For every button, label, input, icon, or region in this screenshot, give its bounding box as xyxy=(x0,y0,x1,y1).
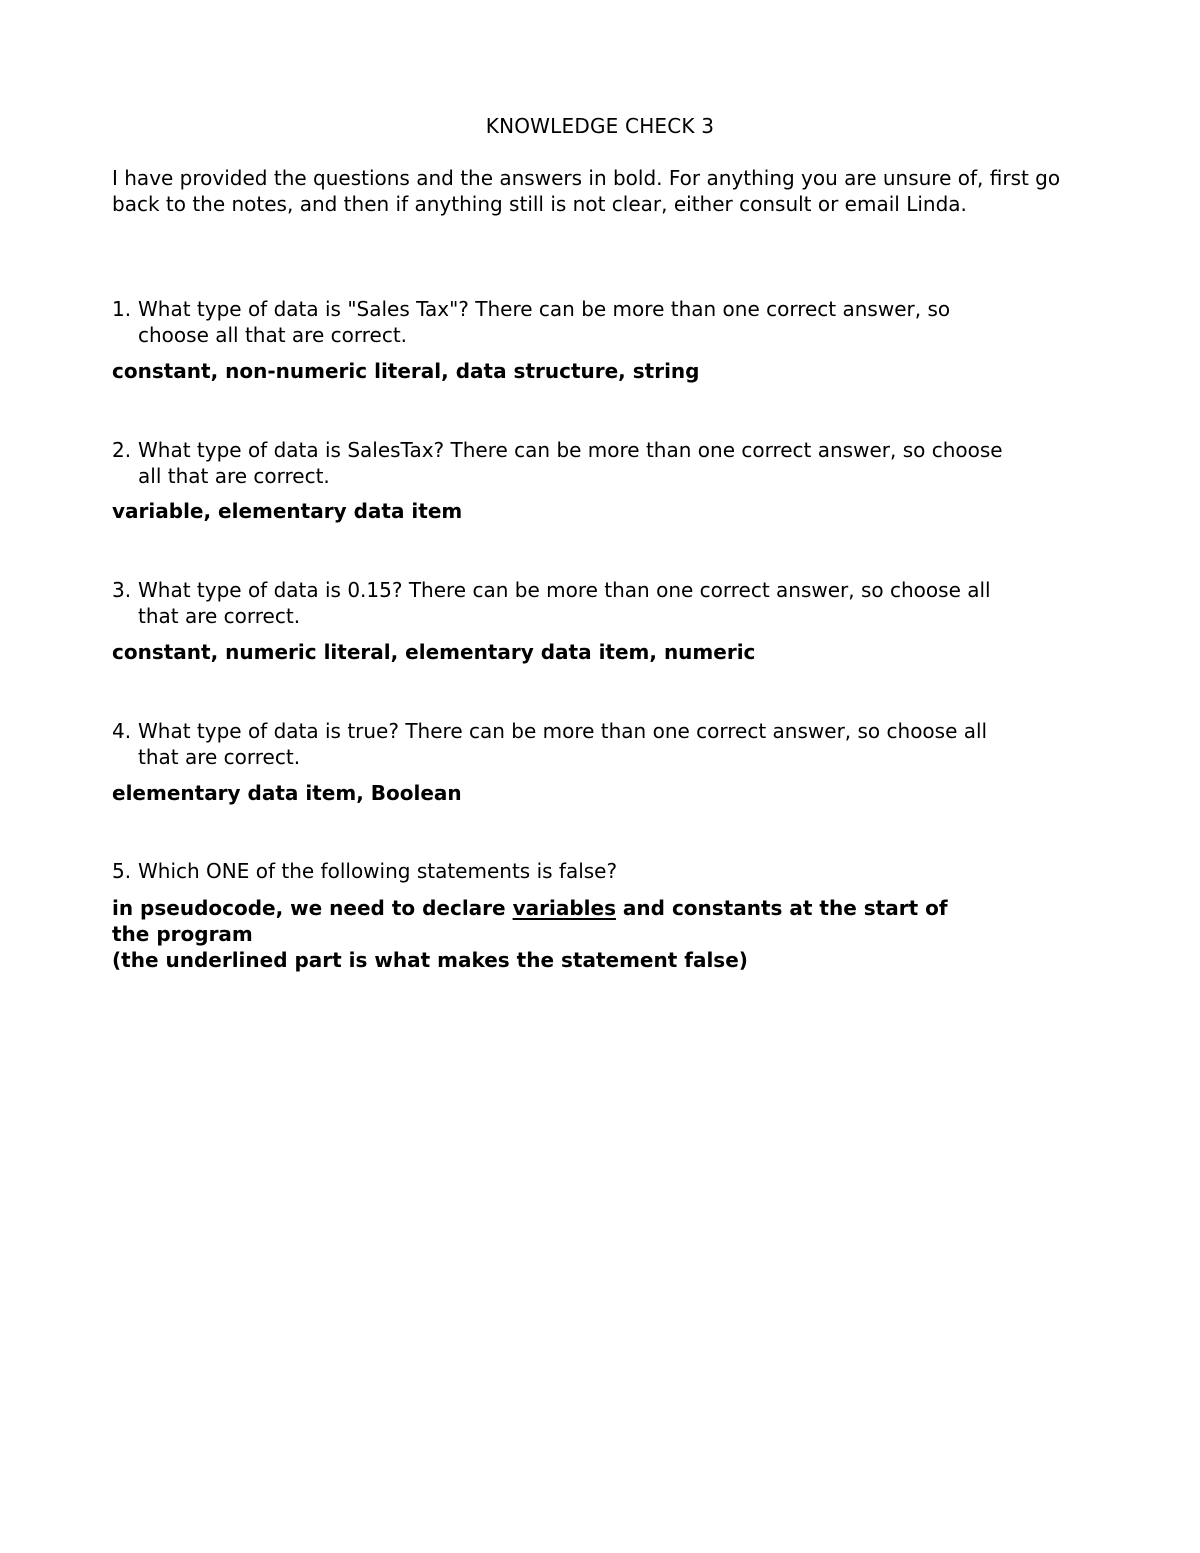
question-number: 4. xyxy=(112,719,132,743)
answer-5 xyxy=(112,895,1072,973)
question-5 xyxy=(112,858,1092,884)
answer-5-note: (the underlined part is what makes the statement false) xyxy=(112,948,748,972)
answer-2: variable, elementary data item xyxy=(112,499,463,523)
question-text-line1: What type of data is SalesTax? There can be more than one correct answer, so choose xyxy=(138,438,1003,462)
question-number: 3. xyxy=(112,578,132,602)
question-1 xyxy=(112,296,1092,348)
question-2 xyxy=(112,437,1092,489)
question-text-line1: Which ONE of the following statements is false? xyxy=(138,859,618,883)
question-number: 2. xyxy=(112,438,132,462)
answer-4: elementary data item, Boolean xyxy=(112,781,462,805)
document-title: KNOWLEDGE CHECK 3 xyxy=(485,114,715,138)
answer-5-line1 xyxy=(112,895,1072,921)
question-text-line2: all that are correct. xyxy=(138,464,330,488)
question-4 xyxy=(112,718,1092,770)
question-text-line2: that are correct. xyxy=(138,745,301,769)
question-text-line2: that are correct. xyxy=(138,604,301,628)
answer-1: constant, non-numeric literal, data structure, string xyxy=(112,359,700,383)
answer-5-underlined-word: variables xyxy=(512,896,616,920)
answer-3: constant, numeric literal, elementary data item, numeric xyxy=(112,640,756,664)
question-text-line1: What type of data is true? There can be more than one correct answer, so choose all xyxy=(138,719,988,743)
answer-5-line2: the program xyxy=(112,922,253,946)
question-text-line1: What type of data is "Sales Tax"? There can be more than one correct answer, so xyxy=(138,297,951,321)
question-text-line2: choose all that are correct. xyxy=(138,323,408,347)
answer-5-after: and constants at the start of xyxy=(615,896,948,920)
answer-5-before: in pseudocode, we need to declare xyxy=(112,896,513,920)
question-number: 1. xyxy=(112,297,132,321)
intro-paragraph: I have provided the questions and the answers in bold. For anything you are unsure of, first go back to the notes, and then if anything still is not clear, either consult or email Linda. xyxy=(112,166,1061,216)
question-3 xyxy=(112,577,1092,629)
question-text-line1: What type of data is 0.15? There can be more than one correct answer, so choose all xyxy=(138,578,991,602)
question-number: 5. xyxy=(112,859,132,883)
